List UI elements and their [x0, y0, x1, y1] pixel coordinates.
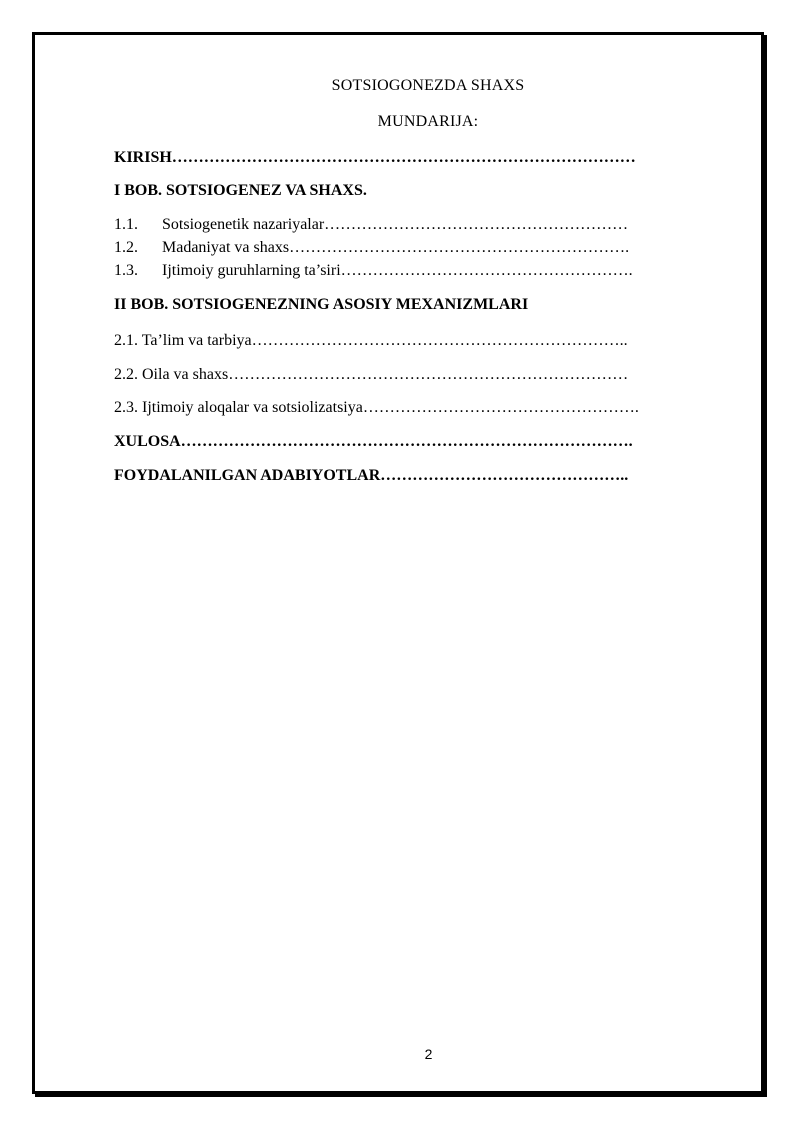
toc-text: Sotsiogenetik nazariyalar………………………………………………… [162, 216, 629, 233]
toc-number: 1.3. [114, 262, 138, 279]
toc-entry-chapter-2: II BOB. SOTSIOGENEZNING ASOSIY MEXANIZMLARI [114, 296, 529, 313]
toc-entry-2-2: 2.2. Oila va shaxs………………………………………………………………… [114, 366, 629, 383]
toc-entry-conclusion: XULOSA…………………………………………………………………………. [114, 433, 633, 450]
toc-entry-intro: KIRISH…………………………………………………………………………… [114, 149, 636, 166]
toc-entry-1-1 [114, 215, 628, 235]
document-title: SOTSIOGONEZDA SHAXS [331, 77, 525, 94]
toc-heading: MUNDARIJA: [377, 113, 479, 130]
toc-entry-2-1: 2.1. Ta’lim va tarbiya…………………………………………………………….. [114, 332, 628, 349]
toc-entry-2-3: 2.3. Ijtimoiy aloqalar va sotsiolizatsiya……………………………………………. [114, 399, 639, 416]
toc-number: 1.2. [114, 239, 138, 256]
toc-entry-references: FOYDALANILGAN ADABIYOTLAR……………………………………….. [114, 467, 629, 484]
toc-text: Madaniyat va shaxs………………………………………………………. [162, 239, 630, 256]
toc-number: 1.1. [114, 216, 138, 233]
toc-text: Ijtimoiy guruhlarning ta’siri………………………………………………. [162, 262, 633, 279]
toc-entry-1-2 [114, 238, 629, 258]
page-number: 2 [424, 1046, 433, 1062]
toc-entry-chapter-1: I BOB. SOTSIOGENEZ VA SHAXS. [114, 182, 367, 199]
toc-entry-1-3 [114, 261, 633, 281]
